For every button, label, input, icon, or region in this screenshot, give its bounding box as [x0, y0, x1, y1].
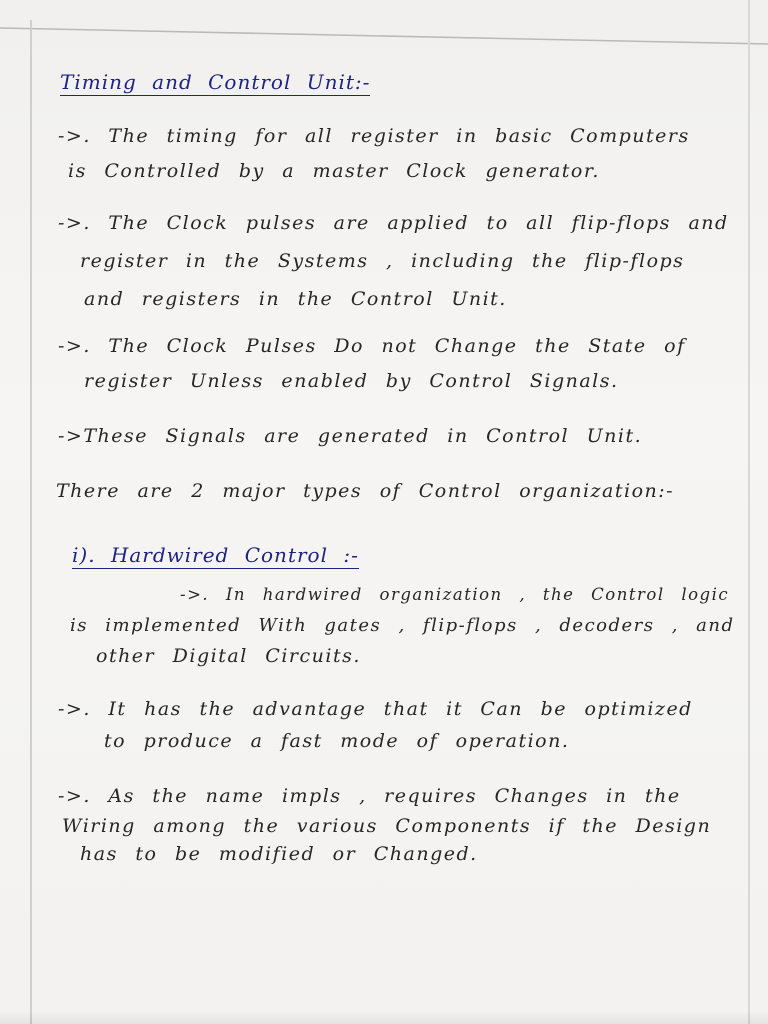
- para6-line2: is implemented With gates , flip-flops , decoders , and: [70, 615, 735, 636]
- para1-line2: is Controlled by a master Clock generator.: [68, 160, 600, 182]
- para3-line2: register Unless enabled by Control Signals.: [84, 370, 619, 392]
- para7-line2: to produce a fast mode of operation.: [104, 730, 570, 752]
- para2-line2: register in the Systems , including the flip-flops: [80, 250, 685, 272]
- left-page-edge: [30, 20, 32, 1024]
- para8-line2: Wiring among the various Components if the Design: [62, 815, 712, 837]
- para8-line1: ->. As the name impls , requires Changes in the: [58, 785, 681, 807]
- para4-line1: ->These Signals are generated in Control Unit.: [58, 425, 643, 447]
- para3-line1: ->. The Clock Pulses Do not Change the State of: [58, 335, 686, 357]
- bottom-page-shadow: [0, 1010, 768, 1024]
- para6-line1: ->. In hardwired organization , the Control logic: [180, 585, 730, 604]
- para1-line1: ->. The timing for all register in basic Computers: [58, 125, 690, 147]
- para2-line1: ->. The Clock pulses are applied to all flip-flops and: [58, 212, 729, 234]
- para6-line3: other Digital Circuits.: [96, 645, 361, 667]
- para7-line1: ->. It has the advantage that it Can be optimized: [58, 698, 693, 720]
- heading-hardwired-control: i). Hardwired Control :-: [72, 543, 359, 567]
- para2-line3: and registers in the Control Unit.: [84, 288, 507, 310]
- heading-timing-control: Timing and Control Unit:-: [60, 70, 371, 94]
- right-page-edge: [748, 0, 750, 1024]
- para8-line3: has to be modified or Changed.: [80, 843, 478, 865]
- para5-line1: There are 2 major types of Control organization:-: [56, 480, 675, 502]
- top-margin-line: [0, 0, 768, 60]
